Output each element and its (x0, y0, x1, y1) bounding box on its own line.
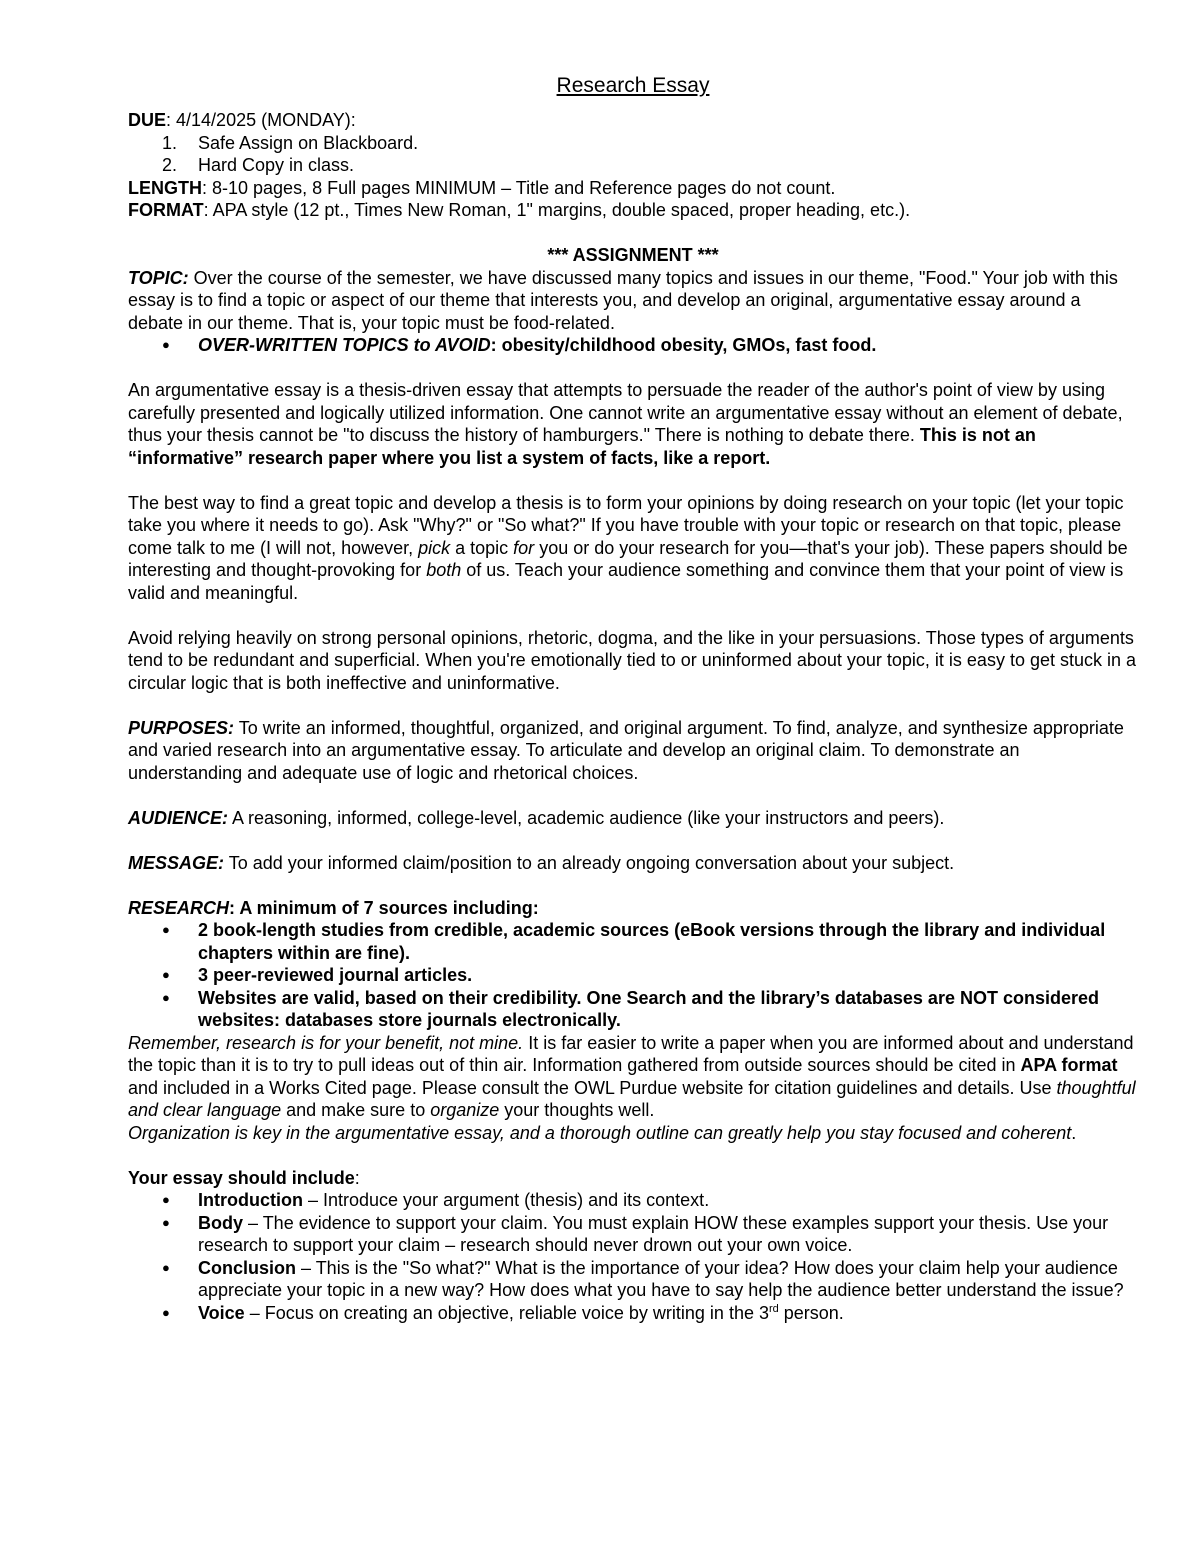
list-text: – Focus on creating an objective, reliable voice by writing in the 3 (244, 1302, 769, 1323)
list-term: Conclusion (198, 1257, 296, 1278)
list-item (128, 987, 1138, 1032)
list-item (128, 919, 1138, 964)
avoid-text: : obesity/childhood obesity, GMOs, fast food. (490, 335, 877, 355)
list-text: Websites are valid, based on their credibility. One Search and the library’s databases are NOT considered websites: databases store journals electronically. (198, 987, 1099, 1030)
research-emphasis: Organization is key in the argumentative essay, and a thorough outline can greatly help you stay focused and coherent (128, 1122, 1072, 1143)
include-label: Your essay should include (128, 1167, 355, 1188)
research-emphasis: thoughtful and clear language (128, 1077, 1136, 1120)
best-way-text: you or do your research for you—that's your job). These papers should be interesting and thought-provoking for (128, 537, 1128, 580)
format-label: FORMAT (128, 200, 204, 220)
assignment-heading (128, 244, 1138, 267)
best-way-emphasis: both (426, 560, 462, 580)
list-item (128, 964, 1138, 987)
topic-label: TOPIC: (128, 267, 189, 288)
best-way-text: a topic (450, 537, 514, 558)
research-text: : A minimum of 7 sources including: (229, 897, 539, 918)
avoid-label: OVER-WRITTEN TOPICS to AVOID (198, 335, 491, 355)
best-way-emphasis: pick (418, 537, 451, 558)
research-body: It is far easier to write a paper when you are informed about and understand the topic than it is to try to pull ideas out of thin air. Information gathered from outside sources should be cited in (128, 1032, 1134, 1075)
list-text: 2 book-length studies from credible, academic sources (eBook versions through the library and individual chapters within are fine). (198, 920, 1106, 963)
list-text: – This is the "So what?" What is the importance of your idea? How does your claim help your audience appreciate your topic in a new way? How does what you have to say help the audience better understand the issue? (198, 1257, 1124, 1300)
due-label: DUE (128, 110, 167, 130)
length-label: LENGTH (128, 177, 202, 198)
include-colon: : (354, 1167, 360, 1188)
list-term: Introduction (198, 1190, 303, 1210)
message-text: To add your informed claim/position to an already ongoing conversation about your subject. (224, 852, 955, 873)
research-paragraph (128, 1032, 1138, 1145)
topic-paragraph (128, 267, 1138, 335)
message-paragraph (128, 852, 1138, 875)
purposes-label: PURPOSES: (128, 717, 235, 738)
include-heading (128, 1167, 1138, 1190)
assignment-heading-text: *** ASSIGNMENT *** (547, 245, 719, 265)
due-value: : 4/14/2025 (MONDAY): (166, 110, 356, 130)
research-emphasis: Remember, research is for your benefit, not mine. (128, 1032, 524, 1053)
argumentative-text: An argumentative essay is a thesis-driven essay that attempts to persuade the reader of the author's point of view by using carefully presented and logically utilized information. One cannot write an argumentative essay without an element of debate, thus your thesis cannot be "to discuss the history of hamburgers." There is nothing to debate there. (128, 380, 1123, 445)
list-item (128, 154, 1138, 177)
audience-label: AUDIENCE: (128, 807, 229, 828)
best-way-paragraph (128, 492, 1138, 605)
research-label: RESEARCH (128, 897, 230, 918)
page-title: Research Essay (556, 74, 710, 97)
research-list (128, 919, 1138, 1032)
argumentative-bold: This is not an “informative” research paper where you list a system of facts, like a report. (128, 425, 1036, 468)
list-item (128, 1302, 1138, 1325)
best-way-text: The best way to find a great topic and develop a thesis is to form your opinions by doing research on your topic (let your topic take you where it needs to go). Ask "Why?" or "So what?" If you have trouble with your topic or research on that topic, please come talk to me (I will not, however, (128, 492, 1124, 558)
list-text: Safe Assign on Blackboard. (198, 132, 419, 153)
research-body: and make sure to (281, 1100, 431, 1120)
best-way-text: of us. Teach your audience something and convince them that your point of view is valid and meaningful. (128, 560, 1124, 603)
list-text: Hard Copy in class. (198, 155, 355, 175)
list-number: 2. (162, 155, 178, 175)
list-text: – The evidence to support your claim. You must explain HOW these examples support your thesis. Use your research to support your claim – research should never drown out your own voice. (198, 1212, 1109, 1255)
list-term: Voice (198, 1302, 245, 1323)
list-item (128, 1189, 1138, 1212)
purposes-paragraph (128, 717, 1138, 785)
superscript: rd (768, 1302, 779, 1315)
research-bold: APA format (1020, 1055, 1118, 1075)
topic-text: Over the course of the semester, we have discussed many topics and issues in our theme, "Food." Your job with this essay is to find a topic or aspect of our theme that interests you, and develop an original, argumentative essay around a debate in our theme. That is, your topic must be food-related. (128, 267, 1118, 333)
document-body (128, 74, 1138, 1324)
audience-text: A reasoning, informed, college-level, academic audience (like your instructors and peers). (228, 807, 945, 828)
list-term: Body (198, 1212, 243, 1233)
list-item (128, 1212, 1138, 1257)
list-text: 3 peer-reviewed journal articles. (198, 965, 473, 985)
list-text: person. (778, 1302, 844, 1323)
length-value: : 8-10 pages, 8 Full pages MINIMUM – Title and Reference pages do not count. (202, 177, 836, 198)
purposes-text: To write an informed, thoughtful, organized, and original argument. To find, analyze, and synthesize appropriate and varied research into an argumentative essay. To articulate and develop an original claim. To demonstrate an understanding and adequate use of logic and rhetorical choices. (128, 717, 1124, 783)
list-number: 1. (162, 132, 178, 153)
research-heading (128, 897, 1138, 920)
due-list (128, 132, 1138, 177)
list-text: – Introduce your argument (thesis) and its context. (302, 1190, 710, 1210)
due-line (128, 109, 1138, 132)
avoid-paragraph: Avoid relying heavily on strong personal opinions, rhetoric, dogma, and the like in your persuasions. Those types of arguments tend to be redundant and superficial. When you're emotionally tied to or uninformed about your topic, it is easy to get stuck in a circular logic that is both ineffective and uninformative. (128, 627, 1137, 693)
include-list (128, 1189, 1138, 1324)
format-value: : APA style (12 pt., Times New Roman, 1" margins, double spaced, proper heading, etc.). (203, 200, 911, 220)
research-body: . (1071, 1122, 1077, 1143)
best-way-emphasis: for (513, 537, 535, 558)
message-label: MESSAGE: (128, 852, 225, 873)
argumentative-paragraph (128, 379, 1138, 469)
research-body: your thoughts well. (499, 1100, 655, 1120)
list-item (128, 334, 1138, 357)
research-body: and included in a Works Cited page. Please consult the OWL Purdue website for citation guidelines and details. Use (128, 1077, 1057, 1098)
audience-paragraph (128, 807, 1138, 830)
length-line (128, 177, 1138, 200)
list-item (128, 132, 1138, 155)
avoid-list (128, 334, 1138, 357)
research-emphasis: organize (430, 1100, 500, 1120)
format-line (128, 199, 1138, 222)
list-item (128, 1257, 1138, 1302)
